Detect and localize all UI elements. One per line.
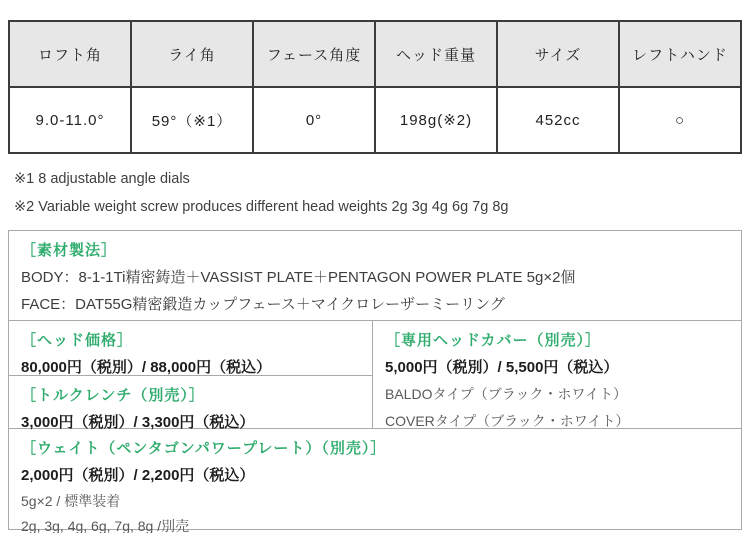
value-lie-angle: 59°（※1） xyxy=(131,87,253,153)
col-header-head-weight: ヘッド重量 xyxy=(375,21,497,87)
spec-table-value-row xyxy=(9,87,741,153)
spec-table xyxy=(8,20,742,154)
col-header-loft-angle: ロフト角 xyxy=(9,21,131,87)
weight-standard-line: 5g×2 / 標準装着 xyxy=(21,493,121,509)
footnote-1: ※1 8 adjustable angle dials xyxy=(14,171,190,187)
value-loft-angle: 9.0-11.0° xyxy=(9,87,131,153)
material-heading: ［素材製法］ xyxy=(21,242,118,259)
head-price-heading: ［ヘッド価格］ xyxy=(21,332,134,349)
value-head-weight: 198g(※2) xyxy=(375,87,497,153)
value-left-hand: ○ xyxy=(619,87,741,153)
section-material xyxy=(9,231,741,321)
torque-wrench-heading: ［トルクレンチ（別売）］ xyxy=(21,387,205,404)
section-head-cover xyxy=(373,321,741,428)
col-header-face-angle: フェース角度 xyxy=(253,21,375,87)
value-face-angle: 0° xyxy=(253,87,375,153)
details-right-column xyxy=(373,321,741,428)
weight-plate-heading: ［ウェイト（ペンタゴンパワープレート）（別売）］ xyxy=(21,440,387,457)
golf-club-spec-sheet xyxy=(0,20,750,533)
section-head-price xyxy=(9,321,372,376)
details-columns xyxy=(9,321,741,431)
col-header-size: サイズ xyxy=(497,21,619,87)
spec-table-header-row xyxy=(9,21,741,87)
col-header-left-hand: レフトハンド xyxy=(619,21,741,87)
material-face-line: FACE：DAT55G精密鍛造カップフェース＋マイクロレーザーミーリング xyxy=(21,296,505,313)
head-cover-price: 5,000円（税別）/ 5,500円（税込） xyxy=(385,359,619,376)
section-weight-plate xyxy=(9,428,741,533)
details-panel xyxy=(8,230,742,533)
head-cover-type-cover: COVERタイプ（ブラック・ホワイト） xyxy=(385,413,630,429)
head-cover-heading: ［専用ヘッドカバー（別売）］ xyxy=(385,332,602,349)
head-cover-type-baldo: BALDOタイプ（ブラック・ホワイト） xyxy=(385,386,628,402)
footnote-2: ※2 Variable weight screw produces different head weights 2g 3g 4g 6g 7g 8g xyxy=(14,199,509,215)
head-price-value: 80,000円（税別）/ 88,000円（税込） xyxy=(21,359,272,376)
details-left-column xyxy=(9,321,373,431)
footnotes xyxy=(14,165,750,221)
material-body-line: BODY：8-1-1Ti精密鋳造＋VASSIST PLATE＋PENTAGON POWER PLATE 5g×2個 xyxy=(21,269,576,286)
weight-plate-price: 2,000円（税別）/ 2,200円（税込） xyxy=(21,467,255,484)
value-size: 452cc xyxy=(497,87,619,153)
torque-wrench-price: 3,000円（税別）/ 3,300円（税込） xyxy=(21,414,255,431)
col-header-lie-angle: ライ角 xyxy=(131,21,253,87)
weight-optional-line: 2g, 3g, 4g, 6g, 7g, 8g /別売 xyxy=(21,518,190,533)
section-torque-wrench xyxy=(9,376,372,431)
